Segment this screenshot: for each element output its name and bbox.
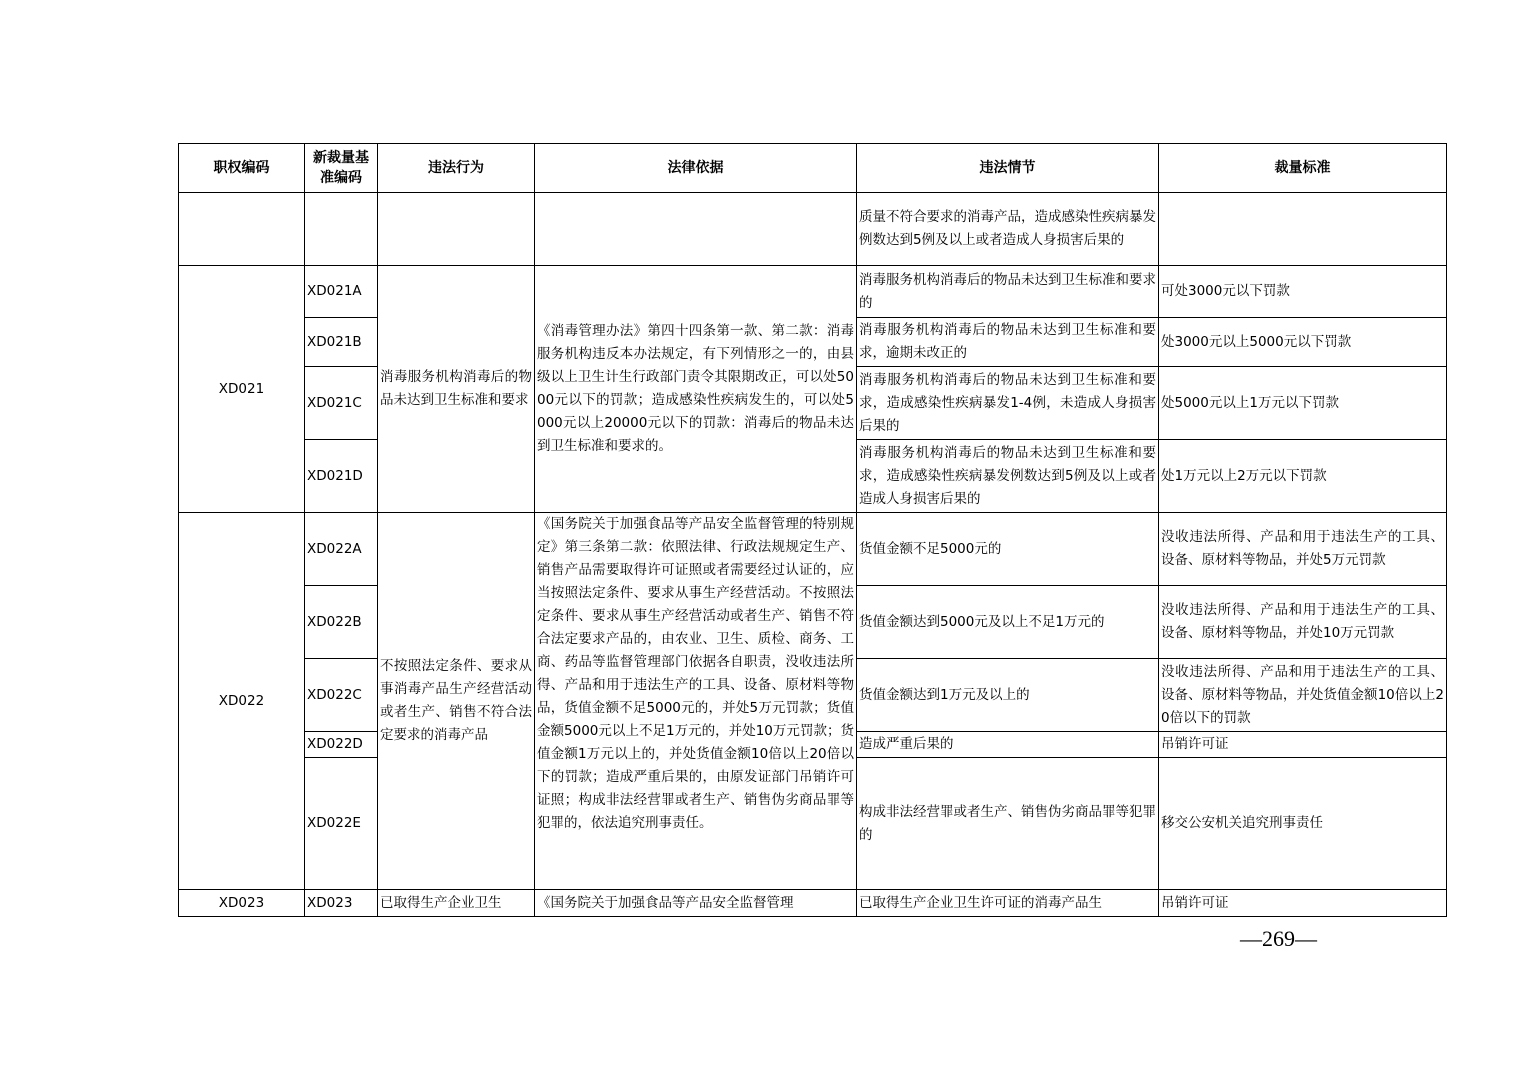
table-row [179, 266, 1447, 318]
header-new-code: 新裁量基准编码 [305, 144, 378, 193]
new-code-cell: XD022A [305, 513, 378, 586]
cell-empty [305, 193, 378, 266]
standard-cell: 可处3000元以下罚款 [1159, 266, 1447, 318]
standard-cell: 处5000元以上1万元以下罚款 [1159, 367, 1447, 440]
header-legal-basis: 法律依据 [535, 144, 857, 193]
new-code-cell: XD021C [305, 367, 378, 440]
circumstance-cell: 消毒服务机构消毒后的物品未达到卫生标准和要求，逾期未改正的 [857, 318, 1159, 367]
table-row [179, 193, 1447, 266]
new-code-cell: XD022D [305, 732, 378, 758]
authority-code-cell: XD021 [179, 266, 305, 513]
table-row [179, 890, 1447, 917]
new-code-cell: XD022B [305, 586, 378, 659]
violation-cell: 消毒服务机构消毒后的物品未达到卫生标准和要求 [378, 266, 535, 513]
legal-basis-cell: 《国务院关于加强食品等产品安全监督管理 [535, 890, 857, 917]
standard-cell: 处1万元以上2万元以下罚款 [1159, 440, 1447, 513]
standard-cell [1159, 193, 1447, 266]
circumstance-cell: 质量不符合要求的消毒产品，造成感染性疾病暴发例数达到5例及以上或者造成人身损害后果的 [857, 193, 1159, 266]
authority-code-cell: XD022 [179, 513, 305, 890]
page-number: —269— [1240, 926, 1317, 951]
violation-cell: 不按照法定条件、要求从事消毒产品生产经营活动或者生产、销售不符合法定要求的消毒产品 [378, 513, 535, 890]
standard-cell: 吊销许可证 [1159, 732, 1447, 758]
new-code-cell: XD022E [305, 758, 378, 890]
standard-cell: 处3000元以上5000元以下罚款 [1159, 318, 1447, 367]
legal-basis-cell: 《消毒管理办法》第四十四条第一款、第二款：消毒服务机构违反本办法规定，有下列情形之一的，由县级以上卫生计生行政部门责令其限期改正，可以处5000元以下的罚款；造成感染性疾病发生的，可以处5000元以上20000元以下的罚款：消毒后的物品未达到卫生标准和要求的。 [535, 266, 857, 513]
standard-cell: 没收违法所得、产品和用于违法生产的工具、设备、原材料等物品，并处货值金额10倍以上20倍以下的罚款 [1159, 659, 1447, 732]
standard-cell: 没收违法所得、产品和用于违法生产的工具、设备、原材料等物品，并处5万元罚款 [1159, 513, 1447, 586]
standard-cell: 移交公安机关追究刑事责任 [1159, 758, 1447, 890]
cell-empty [535, 193, 857, 266]
discretion-standard-table [178, 143, 1447, 917]
circumstance-cell: 货值金额达到5000元及以上不足1万元的 [857, 586, 1159, 659]
circumstance-cell: 造成严重后果的 [857, 732, 1159, 758]
circumstance-cell: 货值金额不足5000元的 [857, 513, 1159, 586]
standard-cell: 没收违法所得、产品和用于违法生产的工具、设备、原材料等物品，并处10万元罚款 [1159, 586, 1447, 659]
header-violation: 违法行为 [378, 144, 535, 193]
circumstance-cell: 构成非法经营罪或者生产、销售伪劣商品罪等犯罪的 [857, 758, 1159, 890]
legal-basis-cell: 《国务院关于加强食品等产品安全监督管理的特别规定》第三条第二款：依照法律、行政法规规定生产、销售产品需要取得许可证照或者需要经过认证的，应当按照法定条件、要求从事生产经营活动。不按照法定条件、要求从事生产经营活动或者生产、销售不符合法定要求产品的，由农业、卫生、质检、商务、工商、药品等监督管理部门依据各自职责，没收违法所得、产品和用于违法生产的工具、设备、原材料等物品，货值金额不足5000元的，并处5万元罚款；货值金额5000元以上不足1万元的，并处10万元罚款；货值金额1万元以上的，并处货值金额10倍以上20倍以下的罚款；造成严重后果的，由原发证部门吊销许可证照；构成非法经营罪或者生产、销售伪劣商品罪等犯罪的，依法追究刑事责任。 [535, 513, 857, 890]
header-circumstance: 违法情节 [857, 144, 1159, 193]
new-code-cell: XD021D [305, 440, 378, 513]
authority-code-cell: XD023 [179, 890, 305, 917]
new-code-cell: XD023 [305, 890, 378, 917]
new-code-cell: XD022C [305, 659, 378, 732]
cell-empty [378, 193, 535, 266]
violation-cell: 已取得生产企业卫生 [378, 890, 535, 917]
new-code-cell: XD021A [305, 266, 378, 318]
circumstance-cell: 消毒服务机构消毒后的物品未达到卫生标准和要求，造成感染性疾病暴发1-4例，未造成人身损害后果的 [857, 367, 1159, 440]
table-row [179, 513, 1447, 586]
table-header-row [179, 144, 1447, 193]
header-standard: 裁量标准 [1159, 144, 1447, 193]
circumstance-cell: 消毒服务机构消毒后的物品未达到卫生标准和要求，造成感染性疾病暴发例数达到5例及以上或者造成人身损害后果的 [857, 440, 1159, 513]
circumstance-cell: 已取得生产企业卫生许可证的消毒产品生 [857, 890, 1159, 917]
new-code-cell: XD021B [305, 318, 378, 367]
circumstance-cell: 货值金额达到1万元及以上的 [857, 659, 1159, 732]
header-authority-code: 职权编码 [179, 144, 305, 193]
circumstance-cell: 消毒服务机构消毒后的物品未达到卫生标准和要求的 [857, 266, 1159, 318]
standard-cell: 吊销许可证 [1159, 890, 1447, 917]
cell-empty [179, 193, 305, 266]
